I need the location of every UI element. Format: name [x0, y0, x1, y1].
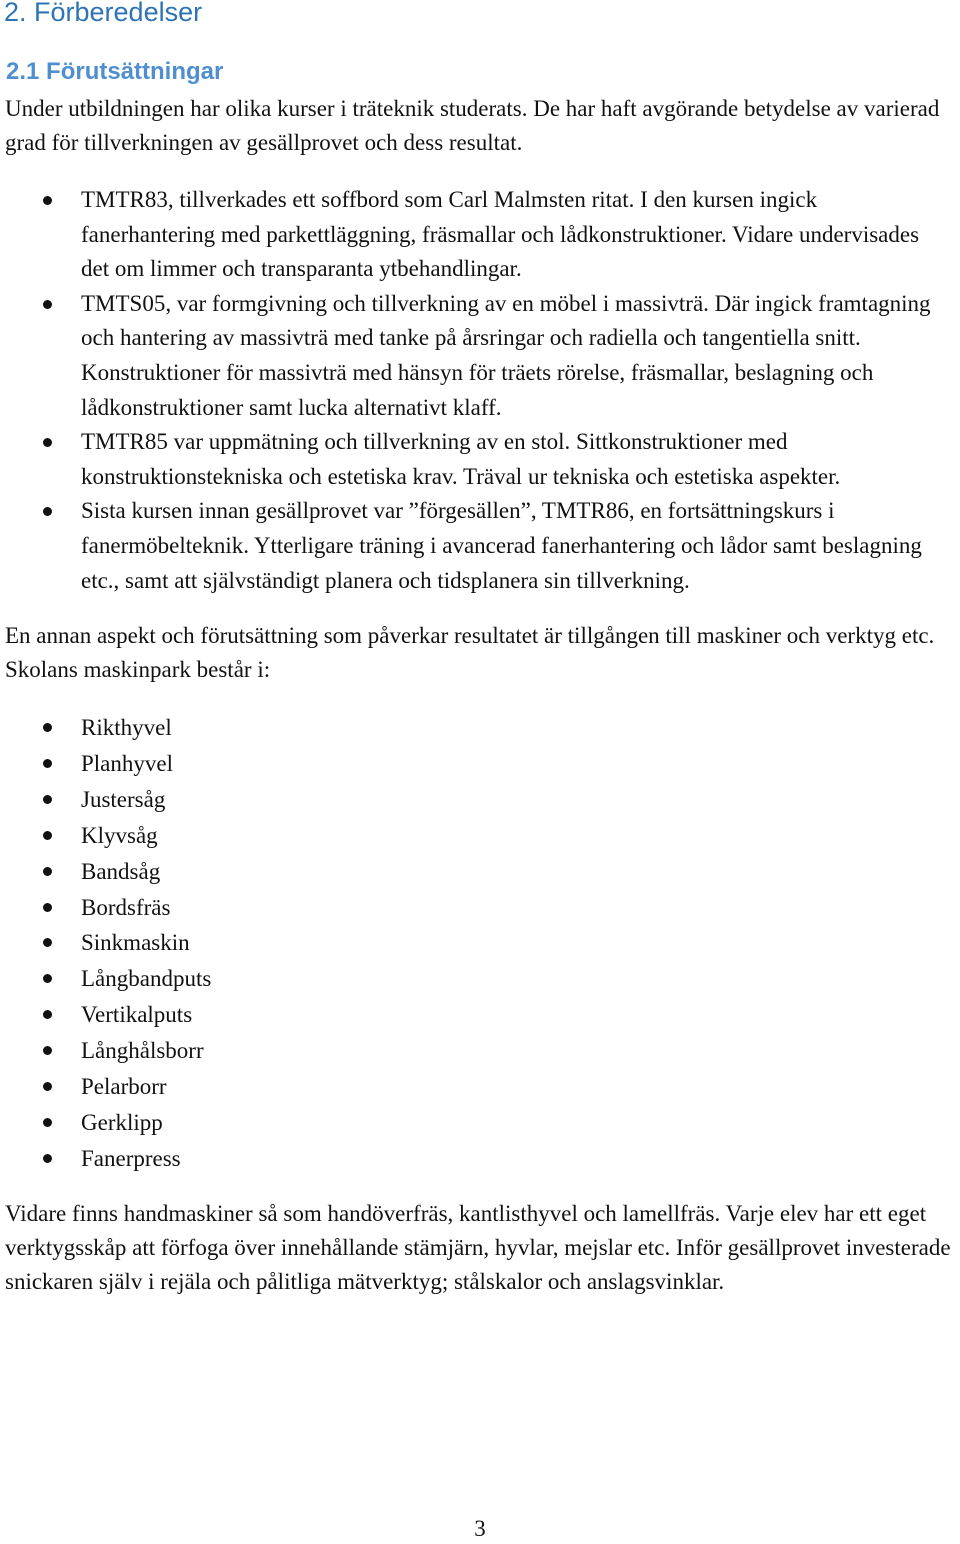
bullet-icon	[43, 974, 52, 983]
machines-intro-paragraph: En annan aspekt och förutsättning som påverkar resultatet är tillgången till maskiner och verktyg etc. Skolans maskinpark består i:	[5, 623, 935, 682]
course-item	[0, 287, 960, 425]
machine-item-text: Bandsåg	[81, 858, 161, 884]
machine-item-text: Klyvsåg	[81, 822, 158, 848]
machine-item	[0, 1069, 960, 1105]
bullet-icon	[43, 938, 52, 947]
course-item	[0, 494, 960, 598]
bullet-icon	[43, 1010, 52, 1019]
machine-item	[0, 925, 960, 961]
machine-item-text: Vertikalputs	[81, 1002, 193, 1028]
section-heading: 2. Förberedelser	[4, 0, 203, 27]
course-list	[0, 183, 960, 598]
machine-item	[0, 1033, 960, 1069]
machine-item-text: Rikthyvel	[81, 715, 172, 740]
intro-paragraph: Under utbildningen har olika kurser i träteknik studerats. De har haft avgörande betydelse av varierad grad för tillverkningen av gesällprovet och dess resultat.	[5, 96, 940, 155]
machine-item	[0, 746, 960, 782]
machine-item-text: Fanerpress	[81, 1145, 181, 1171]
machine-item	[0, 782, 960, 818]
machine-item-text: Långhålsborr	[81, 1038, 204, 1064]
machine-item	[0, 890, 960, 926]
machine-item-text: Sinkmaskin	[81, 930, 190, 956]
machine-item	[0, 710, 960, 746]
bullet-icon	[43, 196, 52, 205]
bullet-icon	[43, 795, 52, 804]
bullet-icon	[43, 1154, 52, 1163]
machine-item	[0, 854, 960, 890]
bullet-icon	[43, 1082, 52, 1091]
machine-item-text: Bordsfräs	[81, 894, 171, 920]
machine-list	[0, 710, 960, 1177]
machine-item	[0, 1105, 960, 1141]
course-item-text: TMTR85 var uppmätning och tillverkning av en stol. Sittkonstruktioner med konstruktionstekniska och estetiska krav. Träval ur tekniska och estetiska aspekter.	[81, 429, 841, 489]
bullet-icon	[43, 438, 52, 447]
machine-item	[0, 997, 960, 1033]
course-item-text: TMTR83, tillverkades ett soffbord som Carl Malmsten ritat. I den kursen ingick fanerhantering med parkettläggning, fräsmallar och lådkonstruktioner. Vidare undervisades det om limmer och transparanta ytbehandlingar.	[81, 187, 920, 282]
machine-item	[0, 1141, 960, 1177]
machine-item-text: Planhyvel	[81, 750, 173, 776]
bullet-icon	[43, 759, 52, 768]
course-item	[0, 183, 960, 287]
machine-item-text: Pelarborr	[81, 1074, 167, 1100]
bullet-icon	[43, 507, 52, 516]
course-item-text: Sista kursen innan gesällprovet var ”förgesällen”, TMTR86, en fortsättningskurs i fanermöbelteknik. Ytterligare träning i avancerad fanerhantering och lådor samt beslagning etc., samt att självständigt planera och tidsplanera sin tillverkning.	[81, 498, 922, 593]
bullet-icon	[43, 1118, 52, 1127]
course-item	[0, 425, 960, 494]
bullet-icon	[43, 903, 52, 912]
bullet-icon	[43, 867, 52, 876]
machine-item	[0, 818, 960, 854]
machine-item-text: Långbandputs	[81, 966, 212, 992]
hand-tools-paragraph: Vidare finns handmaskiner så som handöverfräs, kantlisthyvel och lamellfräs. Varje elev har ett eget verktygsskåp att förfoga över innehållande stämjärn, hyvlar, mejslar etc. Inför gesällprovet investerade snickaren själv i rejäla och pålitliga mätverktyg; stålskalor och anslagsvinklar.	[5, 1201, 951, 1294]
bullet-icon	[43, 1046, 52, 1055]
bullet-icon	[43, 723, 52, 732]
machine-item-text: Justersåg	[81, 786, 166, 812]
bullet-icon	[43, 300, 52, 309]
machine-item-text: Gerklipp	[81, 1109, 163, 1135]
bullet-icon	[43, 831, 52, 840]
page-number: 3	[474, 1516, 486, 1541]
machine-item	[0, 961, 960, 997]
course-item-text: TMTS05, var formgivning och tillverkning av en möbel i massivträ. Där ingick framtagning och hantering av massivträ med tanke på årsringar och radiella och tangentiella snitt. Konstruktioner för massivträ med hänsyn för träets rörelse, fräsmallar, beslagning och lådkonstruktioner samt lucka alternativt klaff.	[81, 290, 931, 420]
subsection-heading: 2.1 Förutsättningar	[6, 58, 224, 85]
